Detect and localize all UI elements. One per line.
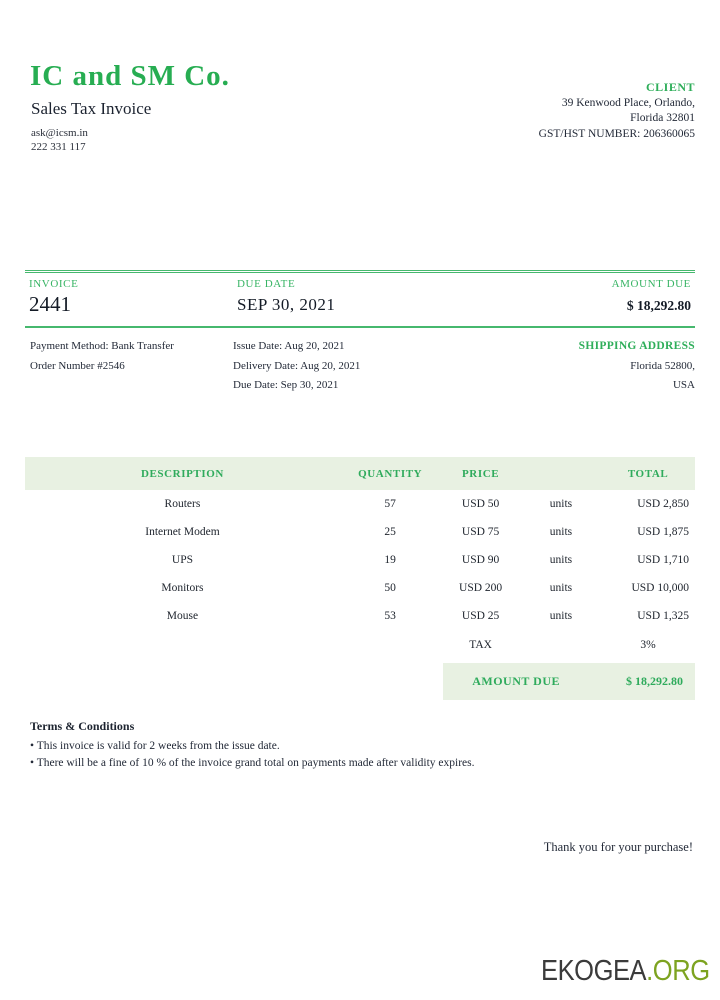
item-price: USD 200 — [459, 582, 503, 594]
client-label: CLIENT — [645, 80, 695, 94]
shipping-address-line2: USA — [672, 379, 695, 391]
terms-and-conditions — [30, 718, 475, 772]
terms-line: • There will be a fine of 10 % of the invoice grand total on payments made after validity expires. — [30, 757, 475, 769]
invoice-label: INVOICE — [29, 278, 79, 290]
header-quantity: QUANTITY — [358, 467, 423, 480]
item-description: Monitors — [161, 582, 204, 594]
terms-line: • This invoice is valid for 2 weeks from the issue date. — [30, 740, 280, 752]
issue-date: Issue Date: Aug 20, 2021 — [233, 340, 345, 352]
item-description: Mouse — [166, 610, 199, 622]
footer-brand-logo — [541, 955, 710, 988]
item-unit: units — [549, 554, 573, 566]
invoice-table — [25, 457, 695, 700]
item-description: UPS — [171, 554, 193, 566]
item-price: USD 50 — [461, 498, 500, 510]
company-email: ask@icsm.in — [31, 127, 88, 139]
company-phone: 222 331 117 — [31, 141, 86, 153]
brand-name-dark: EKOGEA — [541, 955, 647, 987]
table-row — [25, 546, 695, 574]
item-total: USD 1,710 — [637, 554, 689, 566]
date-details — [233, 337, 485, 396]
company-name: IC and SM Co. — [30, 60, 230, 92]
item-price: USD 75 — [461, 526, 500, 538]
invoice-number-block — [29, 278, 237, 317]
order-number: Order Number #2546 — [30, 359, 125, 372]
tax-row — [25, 630, 695, 660]
item-quantity: 53 — [384, 610, 396, 622]
payment-method: Payment Method: Bank Transfer — [30, 340, 174, 352]
table-row — [25, 602, 695, 630]
item-quantity: 50 — [384, 582, 396, 594]
tax-value: 3% — [640, 639, 656, 651]
table-header-row — [25, 457, 695, 490]
due-date-block — [237, 278, 481, 317]
item-quantity: 19 — [384, 554, 396, 566]
tax-label: TAX — [469, 639, 492, 651]
item-description: Internet Modem — [145, 526, 220, 538]
table-row — [25, 574, 695, 602]
due-date: Due Date: Sep 30, 2021 — [233, 379, 339, 391]
due-date-value: SEP 30, 2021 — [237, 295, 336, 314]
document-type: Sales Tax Invoice — [31, 99, 152, 118]
company-contact — [31, 126, 88, 154]
item-price: USD 90 — [461, 554, 500, 566]
header-total: TOTAL — [627, 467, 669, 480]
payment-details — [30, 337, 233, 396]
shipping-address-line1: Florida 52800, — [630, 359, 695, 372]
table-row — [25, 490, 695, 518]
header-description: DESCRIPTION — [140, 467, 224, 480]
item-total: USD 1,875 — [637, 526, 689, 538]
item-description: Routers — [164, 498, 201, 510]
amount-due-band-label: AMOUNT DUE — [472, 674, 561, 688]
item-total: USD 2,850 — [637, 498, 689, 510]
terms-heading: Terms & Conditions — [30, 719, 135, 733]
shipping-address-block — [485, 337, 695, 396]
shipping-address-label: SHIPPING ADDRESS — [578, 340, 695, 352]
client-address-line2: Florida 32801 — [630, 112, 695, 124]
invoice-summary-strip — [25, 270, 695, 328]
client-gst-number: GST/HST NUMBER: 206360065 — [538, 127, 695, 140]
item-price: USD 25 — [461, 610, 500, 622]
invoice-number: 2441 — [29, 292, 71, 316]
item-total: USD 10,000 — [631, 582, 689, 594]
closing-message: Thank you for your purchase! — [543, 840, 693, 854]
client-block — [539, 80, 695, 142]
amount-due-band — [443, 663, 695, 700]
amount-due-block — [481, 278, 691, 317]
item-unit: units — [549, 582, 573, 594]
table-row — [25, 518, 695, 546]
amount-due-value: $ 18,292.80 — [626, 298, 691, 313]
due-date-label: DUE DATE — [237, 278, 296, 290]
amount-due-band-value: $ 18,292.80 — [626, 674, 683, 688]
amount-due-label: AMOUNT DUE — [611, 278, 691, 290]
item-unit: units — [549, 610, 573, 622]
delivery-date: Delivery Date: Aug 20, 2021 — [233, 359, 361, 372]
client-address-line1: 39 Kenwood Place, Orlando, — [561, 96, 695, 109]
invoice-details — [30, 337, 695, 396]
item-total: USD 1,325 — [637, 610, 689, 622]
item-unit: units — [549, 526, 573, 538]
item-unit: units — [549, 498, 573, 510]
item-quantity: 57 — [384, 498, 396, 510]
header-price: PRICE — [461, 467, 500, 480]
brand-name-accent: .ORG — [646, 955, 710, 987]
item-quantity: 25 — [384, 526, 396, 538]
